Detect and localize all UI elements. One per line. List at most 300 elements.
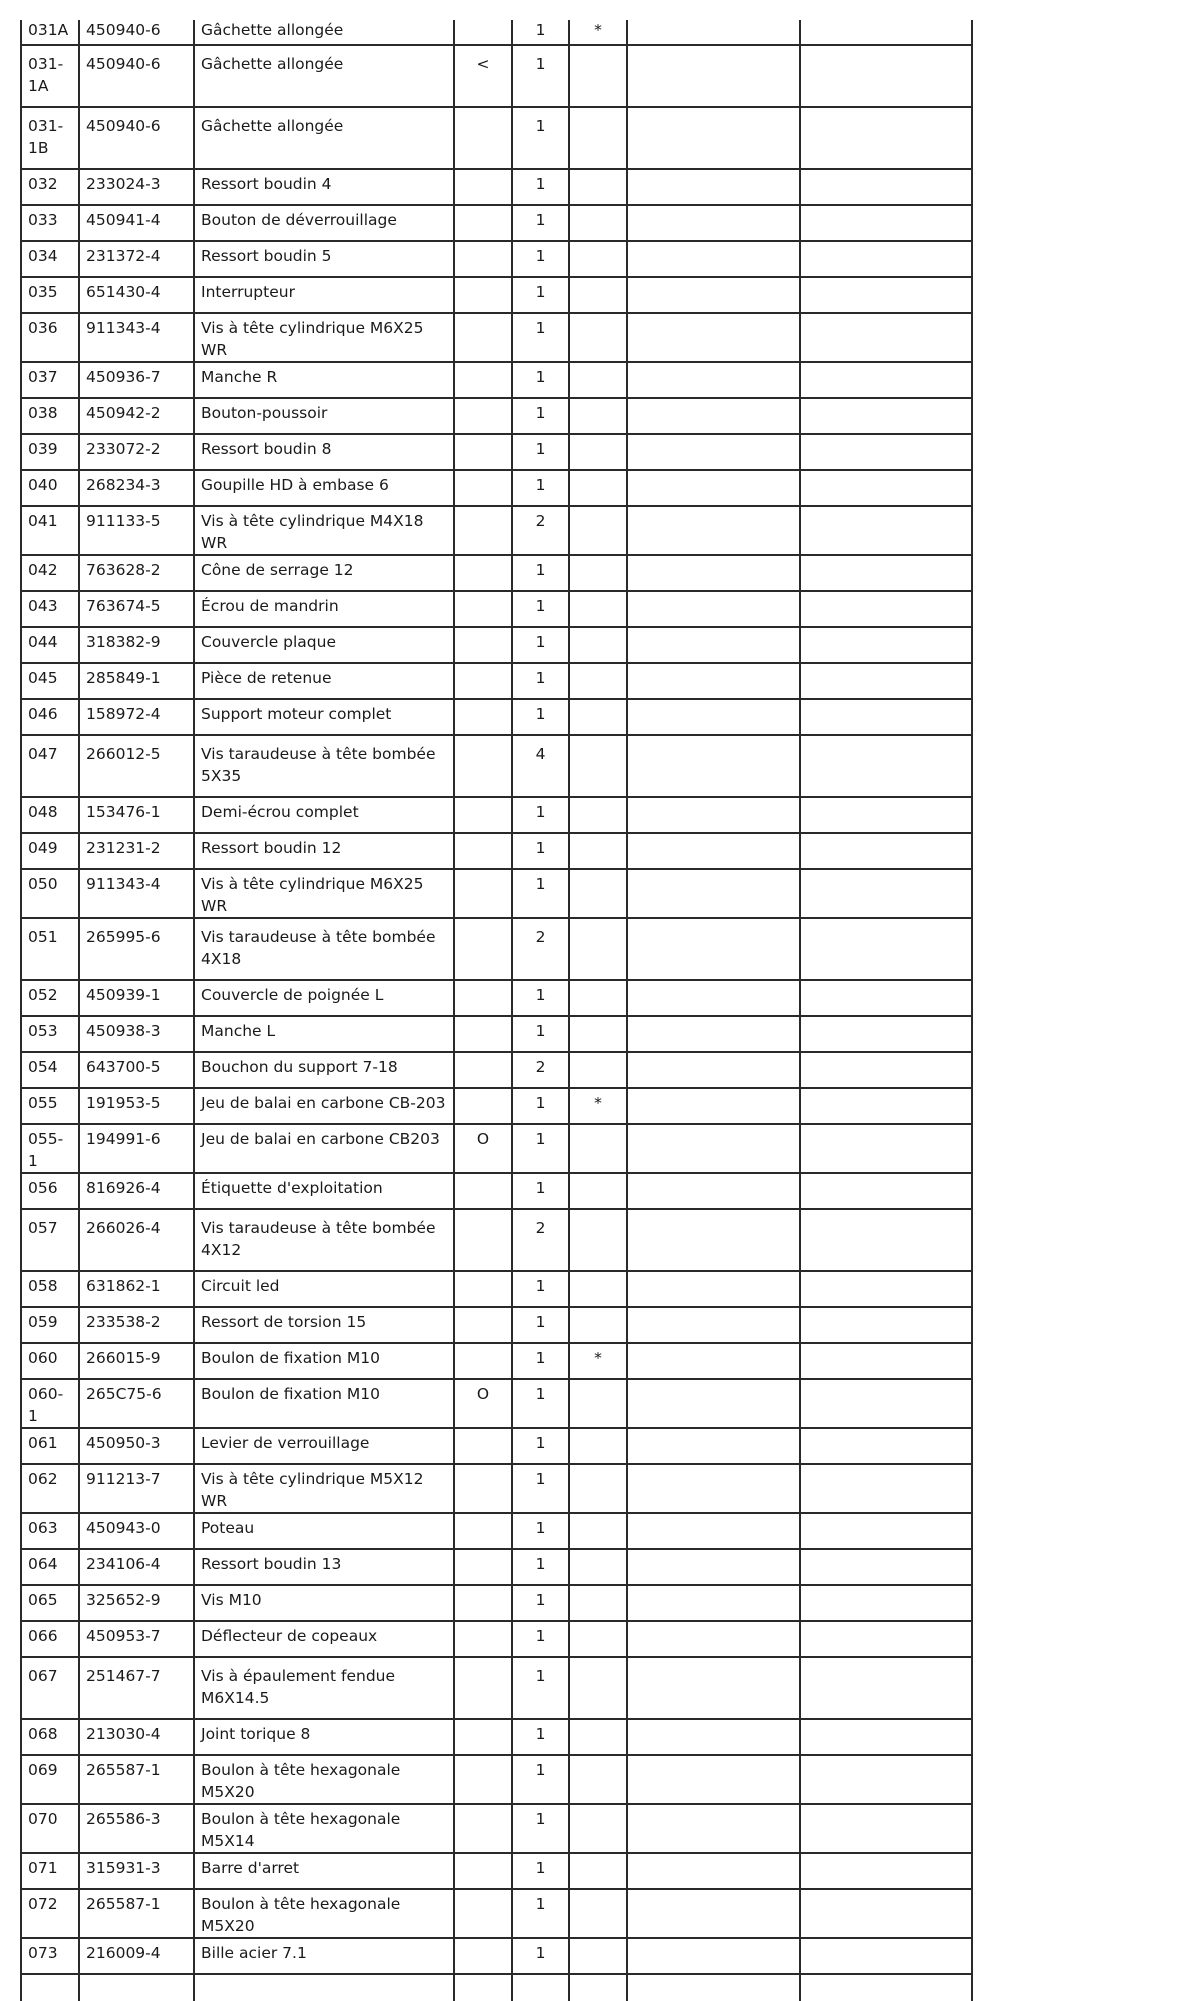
table-row (21, 1549, 972, 1585)
note-cell (569, 1755, 627, 1804)
description-cell: Pièce de retenue (194, 663, 454, 699)
quantity-cell: 1 (512, 1621, 569, 1657)
marker-cell (454, 833, 512, 869)
description-cell: Joint torique 8 (194, 1719, 454, 1755)
marker-cell (454, 1621, 512, 1657)
blank-cell (800, 1974, 972, 2001)
marker-cell (454, 470, 512, 506)
blank-cell (627, 169, 800, 205)
table-row (21, 362, 972, 398)
blank-cell (627, 1853, 800, 1889)
quantity-cell: 1 (512, 1657, 569, 1719)
quantity-cell: 1 (512, 1307, 569, 1343)
table-row (21, 1052, 972, 1088)
description-cell: Manche L (194, 1016, 454, 1052)
table-row (21, 1088, 972, 1124)
marker-cell (454, 1173, 512, 1209)
item-number-cell: 033 (21, 205, 79, 241)
table-row (21, 107, 972, 169)
item-number-cell: 041 (21, 506, 79, 555)
item-number-cell: 035 (21, 277, 79, 313)
note-cell (569, 1938, 627, 1974)
marker-cell: < (454, 45, 512, 107)
part-number-cell: 194991-6 (79, 1124, 194, 1173)
blank-cell (800, 1719, 972, 1755)
blank-cell (627, 277, 800, 313)
note-cell (569, 735, 627, 797)
item-number-cell: 067 (21, 1657, 79, 1719)
quantity-cell: 1 (512, 1853, 569, 1889)
marker-cell (454, 20, 512, 45)
description-cell: Manche R (194, 362, 454, 398)
marker-cell (454, 555, 512, 591)
quantity-cell: 1 (512, 699, 569, 735)
blank-cell (800, 1209, 972, 1271)
note-cell (569, 1585, 627, 1621)
description-cell: Circuit led (194, 1271, 454, 1307)
part-number-cell: 233024-3 (79, 169, 194, 205)
table-row (21, 1379, 972, 1428)
table-row (21, 1271, 972, 1307)
item-number-cell: 031A (21, 20, 79, 45)
quantity-cell: 1 (512, 980, 569, 1016)
part-number-cell: 450941-4 (79, 205, 194, 241)
table-row (21, 1657, 972, 1719)
quantity-cell: 1 (512, 277, 569, 313)
note-cell (569, 1379, 627, 1428)
quantity-cell: 1 (512, 797, 569, 833)
table-row (21, 1343, 972, 1379)
quantity-cell: 1 (512, 1173, 569, 1209)
description-cell: Ressort boudin 4 (194, 169, 454, 205)
blank-cell (627, 797, 800, 833)
blank-cell (627, 1343, 800, 1379)
quantity-cell: 1 (512, 169, 569, 205)
table-row (21, 1974, 972, 2001)
marker-cell (454, 797, 512, 833)
blank-cell (627, 1889, 800, 1938)
blank-cell (800, 313, 972, 362)
blank-cell (627, 1124, 800, 1173)
note-cell (569, 797, 627, 833)
note-cell (569, 1974, 627, 2001)
blank-cell (800, 869, 972, 918)
table-row (21, 797, 972, 833)
blank-cell (800, 1428, 972, 1464)
table-row (21, 555, 972, 591)
marker-cell (454, 169, 512, 205)
description-cell: Jeu de balai en carbone CB203 (194, 1124, 454, 1173)
quantity-cell: 1 (512, 205, 569, 241)
blank-cell (800, 434, 972, 470)
marker-cell (454, 627, 512, 663)
marker-cell (454, 1428, 512, 1464)
blank-cell (627, 627, 800, 663)
quantity-cell: 1 (512, 313, 569, 362)
description-cell: Poteau (194, 1513, 454, 1549)
description-cell: Bouton de déverrouillage (194, 205, 454, 241)
marker-cell (454, 1343, 512, 1379)
quantity-cell: 1 (512, 1464, 569, 1513)
blank-cell (800, 1657, 972, 1719)
description-cell: Gâchette allongée (194, 45, 454, 107)
blank-cell (627, 1755, 800, 1804)
blank-cell (800, 555, 972, 591)
marker-cell (454, 506, 512, 555)
blank-cell (627, 1209, 800, 1271)
blank-cell (627, 869, 800, 918)
quantity-cell: 1 (512, 45, 569, 107)
item-number-cell: 060 (21, 1343, 79, 1379)
blank-cell (627, 205, 800, 241)
blank-cell (800, 241, 972, 277)
quantity-cell: 1 (512, 1379, 569, 1428)
blank-cell (800, 1938, 972, 1974)
quantity-cell: 1 (512, 362, 569, 398)
table-row (21, 434, 972, 470)
item-number-cell: 056 (21, 1173, 79, 1209)
blank-cell (627, 1974, 800, 2001)
part-number-cell: 450953-7 (79, 1621, 194, 1657)
quantity-cell: 1 (512, 833, 569, 869)
table-row (21, 398, 972, 434)
note-cell: * (569, 1343, 627, 1379)
description-cell: Vis à tête cylindrique M6X25 WR (194, 869, 454, 918)
blank-cell (627, 663, 800, 699)
marker-cell (454, 1974, 512, 2001)
blank-cell (627, 1585, 800, 1621)
item-number-cell: 046 (21, 699, 79, 735)
blank-cell (800, 1585, 972, 1621)
part-number-cell: 266015-9 (79, 1343, 194, 1379)
description-cell: Étiquette d'exploitation (194, 1173, 454, 1209)
item-number-cell: 066 (21, 1621, 79, 1657)
marker-cell (454, 1513, 512, 1549)
item-number-cell: 032 (21, 169, 79, 205)
table-row (21, 1513, 972, 1549)
marker-cell (454, 277, 512, 313)
part-number-cell: 265587-1 (79, 1755, 194, 1804)
blank-cell (800, 1549, 972, 1585)
note-cell (569, 506, 627, 555)
blank-cell (800, 362, 972, 398)
quantity-cell: 2 (512, 1052, 569, 1088)
item-number-cell: 040 (21, 470, 79, 506)
table-row (21, 1621, 972, 1657)
table-row (21, 1209, 972, 1271)
table-row (21, 1889, 972, 1938)
description-cell: Barre d'arret (194, 1853, 454, 1889)
table-row (21, 1173, 972, 1209)
item-number-cell: 073 (21, 1938, 79, 1974)
note-cell (569, 205, 627, 241)
note-cell (569, 470, 627, 506)
quantity-cell: 1 (512, 1719, 569, 1755)
quantity-cell: 1 (512, 1889, 569, 1938)
quantity-cell: 4 (512, 735, 569, 797)
blank-cell (627, 1719, 800, 1755)
description-cell: Gâchette allongée (194, 20, 454, 45)
note-cell (569, 627, 627, 663)
part-number-cell: 191953-5 (79, 1088, 194, 1124)
blank-cell (800, 205, 972, 241)
table-row (21, 1307, 972, 1343)
note-cell (569, 241, 627, 277)
blank-cell (800, 107, 972, 169)
marker-cell (454, 980, 512, 1016)
blank-cell (627, 1016, 800, 1052)
table-row (21, 1016, 972, 1052)
part-number-cell: 315931-3 (79, 1853, 194, 1889)
item-number-cell: 037 (21, 362, 79, 398)
blank-cell (800, 169, 972, 205)
description-cell: Boulon à tête hexagonale M5X14 (194, 1804, 454, 1853)
part-number-cell: 911213-7 (79, 1464, 194, 1513)
item-number-cell: 044 (21, 627, 79, 663)
item-number-cell: 052 (21, 980, 79, 1016)
part-number-cell: 231231-2 (79, 833, 194, 869)
part-number-cell: 265C75-6 (79, 1379, 194, 1428)
description-cell: Demi-écrou complet (194, 797, 454, 833)
parts-list-sheet (20, 20, 973, 2001)
note-cell (569, 107, 627, 169)
marker-cell (454, 313, 512, 362)
blank-cell (627, 398, 800, 434)
note-cell (569, 1464, 627, 1513)
description-cell: Écrou de mandrin (194, 591, 454, 627)
part-number-cell: 233072-2 (79, 434, 194, 470)
part-number-cell: 233538-2 (79, 1307, 194, 1343)
note-cell (569, 555, 627, 591)
blank-cell (627, 470, 800, 506)
blank-cell (800, 1464, 972, 1513)
blank-cell (800, 591, 972, 627)
note-cell (569, 1804, 627, 1853)
blank-cell (627, 1938, 800, 1974)
item-number-cell: 049 (21, 833, 79, 869)
marker-cell: O (454, 1379, 512, 1428)
blank-cell (627, 45, 800, 107)
part-number-cell: 265586-3 (79, 1804, 194, 1853)
table-row (21, 591, 972, 627)
marker-cell (454, 1755, 512, 1804)
note-cell (569, 1853, 627, 1889)
blank-cell (800, 833, 972, 869)
description-cell: Vis taraudeuse à tête bombée 4X18 (194, 918, 454, 980)
note-cell (569, 434, 627, 470)
blank-cell (627, 1307, 800, 1343)
blank-cell (800, 797, 972, 833)
marker-cell (454, 1307, 512, 1343)
quantity-cell: 1 (512, 20, 569, 45)
description-cell: Ressort boudin 12 (194, 833, 454, 869)
item-number-cell: 059 (21, 1307, 79, 1343)
description-cell: Interrupteur (194, 277, 454, 313)
item-number-cell: 060-1 (21, 1379, 79, 1428)
description-cell: Boulon de fixation M10 (194, 1379, 454, 1428)
description-cell: Vis à tête cylindrique M6X25 WR (194, 313, 454, 362)
quantity-cell: 1 (512, 869, 569, 918)
part-number-cell: 268234-3 (79, 470, 194, 506)
description-cell: Ressort boudin 8 (194, 434, 454, 470)
quantity-cell: 1 (512, 1938, 569, 1974)
item-number-cell: 054 (21, 1052, 79, 1088)
part-number-cell: 266026-4 (79, 1209, 194, 1271)
marker-cell (454, 869, 512, 918)
description-cell: Couvercle de poignée L (194, 980, 454, 1016)
blank-cell (800, 1343, 972, 1379)
part-number-cell: 450942-2 (79, 398, 194, 434)
quantity-cell: 1 (512, 1804, 569, 1853)
table-row (21, 1719, 972, 1755)
parts-table-body (21, 20, 972, 2001)
marker-cell (454, 241, 512, 277)
blank-cell (627, 1804, 800, 1853)
note-cell (569, 980, 627, 1016)
part-number-cell: 216009-4 (79, 1938, 194, 1974)
table-row (21, 205, 972, 241)
note-cell: * (569, 20, 627, 45)
marker-cell (454, 1719, 512, 1755)
table-row (21, 169, 972, 205)
table-row (21, 663, 972, 699)
marker-cell (454, 1016, 512, 1052)
table-row (21, 313, 972, 362)
blank-cell (800, 663, 972, 699)
blank-cell (800, 735, 972, 797)
description-cell: Boulon à tête hexagonale M5X20 (194, 1889, 454, 1938)
blank-cell (800, 1853, 972, 1889)
blank-cell (627, 20, 800, 45)
item-number-cell (21, 1974, 79, 2001)
item-number-cell: 034 (21, 241, 79, 277)
marker-cell (454, 1271, 512, 1307)
description-cell: Support moteur complet (194, 699, 454, 735)
marker-cell (454, 1889, 512, 1938)
part-number-cell: 213030-4 (79, 1719, 194, 1755)
item-number-cell: 071 (21, 1853, 79, 1889)
part-number-cell: 911133-5 (79, 506, 194, 555)
description-cell: Vis M10 (194, 1585, 454, 1621)
table-row (21, 1464, 972, 1513)
note-cell (569, 1513, 627, 1549)
marker-cell: O (454, 1124, 512, 1173)
part-number-cell: 234106-4 (79, 1549, 194, 1585)
blank-cell (800, 1755, 972, 1804)
item-number-cell: 039 (21, 434, 79, 470)
item-number-cell: 055 (21, 1088, 79, 1124)
description-cell: Jeu de balai en carbone CB-203 (194, 1088, 454, 1124)
item-number-cell: 061 (21, 1428, 79, 1464)
table-row (21, 833, 972, 869)
note-cell (569, 1719, 627, 1755)
marker-cell (454, 398, 512, 434)
item-number-cell: 064 (21, 1549, 79, 1585)
table-row (21, 627, 972, 663)
blank-cell (627, 434, 800, 470)
blank-cell (800, 1124, 972, 1173)
parts-table (20, 20, 973, 2001)
note-cell (569, 45, 627, 107)
quantity-cell: 1 (512, 107, 569, 169)
note-cell (569, 591, 627, 627)
blank-cell (800, 470, 972, 506)
quantity-cell: 1 (512, 1271, 569, 1307)
part-number-cell: 450943-0 (79, 1513, 194, 1549)
table-row (21, 241, 972, 277)
note-cell (569, 1621, 627, 1657)
marker-cell (454, 918, 512, 980)
table-row (21, 1124, 972, 1173)
part-number-cell: 450940-6 (79, 107, 194, 169)
note-cell (569, 663, 627, 699)
table-row (21, 1428, 972, 1464)
blank-cell (800, 1271, 972, 1307)
part-number-cell: 763628-2 (79, 555, 194, 591)
note-cell (569, 1657, 627, 1719)
table-row (21, 45, 972, 107)
marker-cell (454, 735, 512, 797)
table-row (21, 1853, 972, 1889)
item-number-cell: 031-1A (21, 45, 79, 107)
table-row (21, 1585, 972, 1621)
marker-cell (454, 1804, 512, 1853)
blank-cell (627, 362, 800, 398)
blank-cell (800, 1307, 972, 1343)
blank-cell (800, 1052, 972, 1088)
description-cell: Gâchette allongée (194, 107, 454, 169)
table-row (21, 470, 972, 506)
note-cell (569, 1016, 627, 1052)
note-cell (569, 833, 627, 869)
part-number-cell: 911343-4 (79, 313, 194, 362)
description-cell: Ressort de torsion 15 (194, 1307, 454, 1343)
blank-cell (627, 1621, 800, 1657)
item-number-cell: 055-1 (21, 1124, 79, 1173)
marker-cell (454, 107, 512, 169)
marker-cell (454, 1464, 512, 1513)
quantity-cell: 1 (512, 470, 569, 506)
blank-cell (800, 20, 972, 45)
item-number-cell: 057 (21, 1209, 79, 1271)
blank-cell (800, 980, 972, 1016)
description-cell: Vis à tête cylindrique M5X12 WR (194, 1464, 454, 1513)
note-cell (569, 277, 627, 313)
item-number-cell: 069 (21, 1755, 79, 1804)
marker-cell (454, 1938, 512, 1974)
blank-cell (800, 1173, 972, 1209)
marker-cell (454, 362, 512, 398)
table-row (21, 506, 972, 555)
quantity-cell: 1 (512, 1585, 569, 1621)
item-number-cell: 063 (21, 1513, 79, 1549)
note-cell (569, 1889, 627, 1938)
note-cell (569, 313, 627, 362)
blank-cell (627, 107, 800, 169)
blank-cell (800, 398, 972, 434)
part-number-cell: 153476-1 (79, 797, 194, 833)
item-number-cell: 053 (21, 1016, 79, 1052)
blank-cell (627, 833, 800, 869)
quantity-cell: 1 (512, 398, 569, 434)
blank-cell (627, 1052, 800, 1088)
note-cell (569, 918, 627, 980)
item-number-cell: 070 (21, 1804, 79, 1853)
marker-cell (454, 591, 512, 627)
part-number-cell: 816926-4 (79, 1173, 194, 1209)
part-number-cell (79, 1974, 194, 2001)
marker-cell (454, 1585, 512, 1621)
